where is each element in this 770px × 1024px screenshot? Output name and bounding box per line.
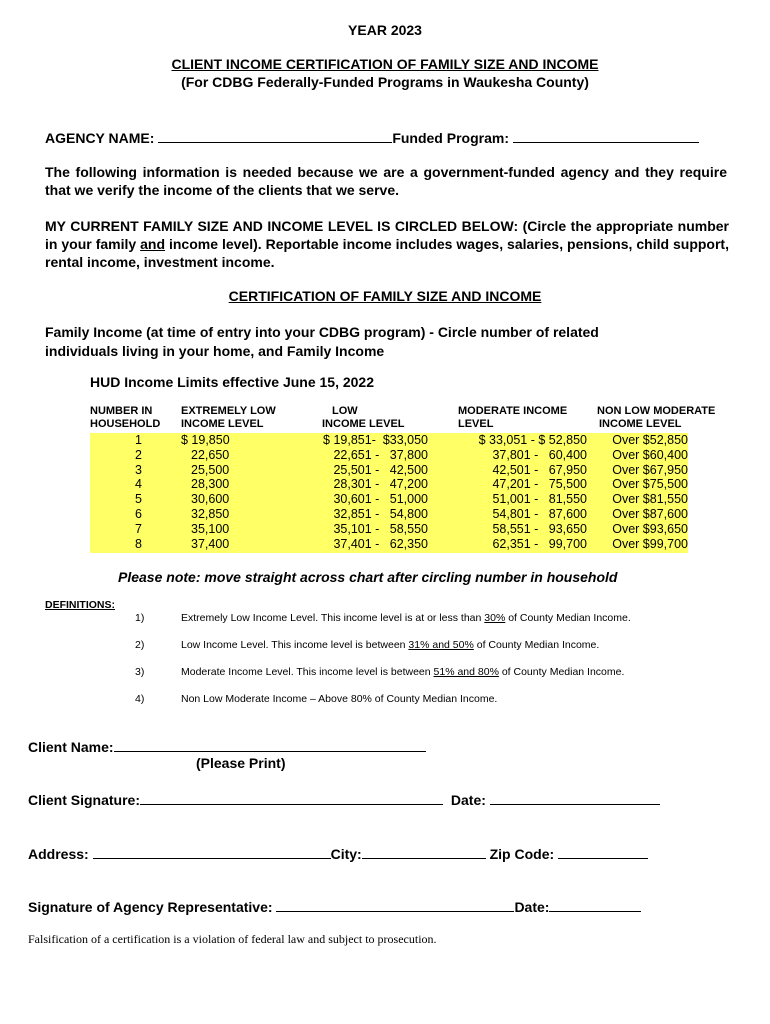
funded-program-field[interactable]	[513, 128, 699, 143]
note-text: Please note: move straight across chart after circling number in household	[118, 569, 618, 585]
household-size-cell[interactable]: 2	[135, 447, 142, 462]
agency-rep-signature-field[interactable]	[276, 897, 514, 912]
low-income-cell[interactable]: $ 19,851- $33,050	[323, 433, 428, 447]
moderate-income-cell[interactable]: 54,801 - 87,600	[492, 506, 587, 521]
intro-para2-and: and	[140, 236, 166, 252]
non-low-moderate-cell[interactable]: Over $60,400	[612, 447, 688, 462]
client-signature-row	[28, 790, 660, 808]
falsification-warning: Falsification of a certification is a violation of federal law and subject to prosecution.	[28, 932, 437, 946]
extremely-header-line1: EXTREMELY LOW	[181, 405, 276, 417]
address-field[interactable]	[93, 844, 331, 859]
moderate-income-cell[interactable]: 42,501 - 67,950	[492, 462, 587, 477]
definition-post: of County Median Income.	[498, 666, 625, 678]
extremely-low-cell[interactable]: $ 19,850	[181, 433, 230, 447]
definition-number: 1)	[135, 612, 145, 624]
agency-row	[45, 128, 699, 146]
definition-pre: Non Low Moderate Income – Above 80% of County Median Income.	[181, 693, 498, 705]
agency-name-label: AGENCY NAME:	[45, 130, 155, 146]
non-low-moderate-cell[interactable]: Over $87,600	[612, 506, 688, 521]
table-row	[90, 463, 688, 478]
household-header-line2: HOUSEHOLD	[90, 418, 161, 430]
address-row	[28, 844, 648, 862]
extremely-header-line2: INCOME LEVEL	[181, 418, 264, 430]
col-header-moderate	[458, 405, 567, 431]
non-low-moderate-cell[interactable]: Over $93,650	[612, 521, 688, 536]
household-size-cell[interactable]: 6	[135, 506, 142, 521]
definition-number: 2)	[135, 639, 145, 651]
zip-label: Zip Code:	[489, 846, 555, 862]
col-header-household	[90, 405, 160, 431]
moderate-income-cell[interactable]: 58,551 - 93,650	[492, 521, 587, 536]
form-subtitle: (For CDBG Federally-Funded Programs in Waukesha County)	[181, 74, 589, 90]
moderate-header-line2: LEVEL	[458, 418, 494, 430]
table-row	[90, 433, 688, 448]
nonlow-header-line2: INCOME LEVEL	[599, 418, 682, 430]
household-header-line1: NUMBER IN	[90, 405, 153, 417]
please-print-label: (Please Print)	[196, 755, 286, 771]
hud-limits-title: HUD Income Limits effective June 15, 2022	[90, 374, 374, 390]
definition-pre: Low Income Level. This income level is between	[181, 639, 409, 651]
low-header-line1: LOW	[332, 405, 358, 417]
definition-u: 51% and 80%	[433, 666, 499, 678]
household-size-cell[interactable]: 3	[135, 462, 142, 477]
table-row	[90, 448, 688, 463]
definition-u: 30%	[484, 612, 506, 624]
definition-post: of County Median Income.	[473, 639, 600, 651]
table-row	[90, 507, 688, 522]
extremely-low-cell[interactable]: 28,300	[191, 477, 230, 492]
moderate-income-cell[interactable]: 62,351 - 99,700	[492, 536, 587, 551]
household-size-cell[interactable]: 7	[135, 521, 142, 536]
definition-pre: Extremely Low Income Level. This income level is at or less than	[181, 612, 485, 624]
low-income-cell[interactable]: 28,301 - 47,200	[333, 477, 428, 492]
definitions-label: DEFINITIONS:	[45, 599, 115, 611]
table-row	[90, 537, 688, 552]
form-title: CLIENT INCOME CERTIFICATION OF FAMILY SIZE AND INCOME	[171, 56, 599, 72]
definition-text	[181, 639, 599, 651]
col-header-extremely-low	[181, 405, 276, 431]
household-size-cell[interactable]: 8	[135, 536, 142, 551]
table-row	[90, 477, 688, 492]
table-row	[90, 522, 688, 537]
extremely-low-cell[interactable]: 22,650	[191, 447, 230, 462]
income-table	[90, 433, 688, 551]
agency-rep-date-label: Date:	[514, 899, 550, 915]
client-name-label: Client Name:	[28, 739, 114, 755]
definition-post: of County Median Income.	[505, 612, 631, 624]
household-size-cell[interactable]: 5	[135, 492, 142, 507]
non-low-moderate-cell[interactable]: Over $75,500	[612, 477, 688, 492]
zip-field[interactable]	[558, 844, 648, 859]
intro-para2-part2: income level). Reportable income includes wages, salaries, pensions, child support, rental income, investment income.	[45, 236, 729, 270]
household-size-cell[interactable]: 1	[135, 433, 142, 447]
moderate-income-cell[interactable]: $ 33,051 - $ 52,850	[478, 433, 587, 447]
city-label: City:	[330, 846, 362, 862]
client-name-row	[28, 737, 426, 755]
extremely-low-cell[interactable]: 32,850	[191, 506, 230, 521]
client-signature-field[interactable]	[140, 790, 443, 805]
client-name-field[interactable]	[114, 737, 426, 752]
col-header-low	[322, 405, 405, 431]
non-low-moderate-cell[interactable]: Over $52,850	[612, 433, 688, 447]
low-income-cell[interactable]: 35,101 - 58,550	[333, 521, 428, 536]
year-heading: YEAR 2023	[348, 22, 422, 38]
agency-rep-row	[28, 897, 641, 915]
definition-number: 4)	[135, 693, 145, 705]
definition-pre: Moderate Income Level. This income level is between	[181, 666, 434, 678]
agency-rep-date-field[interactable]	[549, 897, 641, 912]
agency-name-field[interactable]	[158, 128, 392, 143]
definition-number: 3)	[135, 666, 145, 678]
low-income-cell[interactable]: 32,851 - 54,800	[333, 506, 428, 521]
moderate-income-cell[interactable]: 37,801 - 60,400	[492, 447, 587, 462]
definition-text	[181, 666, 624, 678]
low-income-cell[interactable]: 25,501 - 42,500	[333, 462, 428, 477]
city-field[interactable]	[362, 844, 486, 859]
address-label: Address:	[28, 846, 89, 862]
definition-u: 31% and 50%	[408, 639, 474, 651]
client-signature-label: Client Signature:	[28, 792, 141, 808]
extremely-low-cell[interactable]: 35,100	[191, 521, 230, 536]
household-size-cell[interactable]: 4	[135, 477, 142, 492]
low-income-cell[interactable]: 30,601 - 51,000	[333, 492, 428, 507]
certification-instructions: Family Income (at time of entry into your CDBG program) - Circle number of related individuals living in your home, and Family Income	[45, 324, 599, 359]
definition-text	[181, 612, 631, 624]
agency-rep-label: Signature of Agency Representative:	[28, 899, 273, 915]
low-header-line2: INCOME LEVEL	[322, 418, 405, 430]
non-low-moderate-cell[interactable]: Over $81,550	[612, 492, 688, 507]
moderate-header-line1: MODERATE INCOME	[458, 405, 568, 417]
low-income-cell[interactable]: 22,651 - 37,800	[333, 447, 428, 462]
extremely-low-cell[interactable]: 30,600	[191, 492, 230, 507]
certification-heading: CERTIFICATION OF FAMILY SIZE AND INCOME	[228, 288, 542, 304]
moderate-income-cell[interactable]: 47,201 - 75,500	[492, 477, 587, 492]
extremely-low-cell[interactable]: 25,500	[191, 462, 230, 477]
client-date-field[interactable]	[490, 790, 660, 805]
moderate-income-cell[interactable]: 51,001 - 81,550	[492, 492, 587, 507]
intro-paragraph-2	[45, 217, 729, 271]
extremely-low-cell[interactable]: 37,400	[191, 536, 230, 551]
client-date-label: Date:	[450, 792, 486, 808]
intro-paragraph-1: The following information is needed because we are a government-funded agency and they require that we verify the income of the clients that we serve.	[45, 164, 727, 198]
funded-program-label: Funded Program:	[392, 130, 509, 146]
non-low-moderate-cell[interactable]: Over $99,700	[612, 536, 688, 551]
nonlow-header-line1: NON LOW MODERATE	[597, 405, 716, 417]
low-income-cell[interactable]: 37,401 - 62,350	[333, 536, 428, 551]
table-row	[90, 492, 688, 507]
col-header-non-low	[597, 405, 715, 431]
definition-text	[181, 693, 497, 705]
intro-para2-part1: MY CURRENT FAMILY SIZE AND INCOME LEVEL IS CIRCLED BELOW: (Circle the appropriate number in your family	[45, 218, 729, 252]
non-low-moderate-cell[interactable]: Over $67,950	[612, 462, 688, 477]
